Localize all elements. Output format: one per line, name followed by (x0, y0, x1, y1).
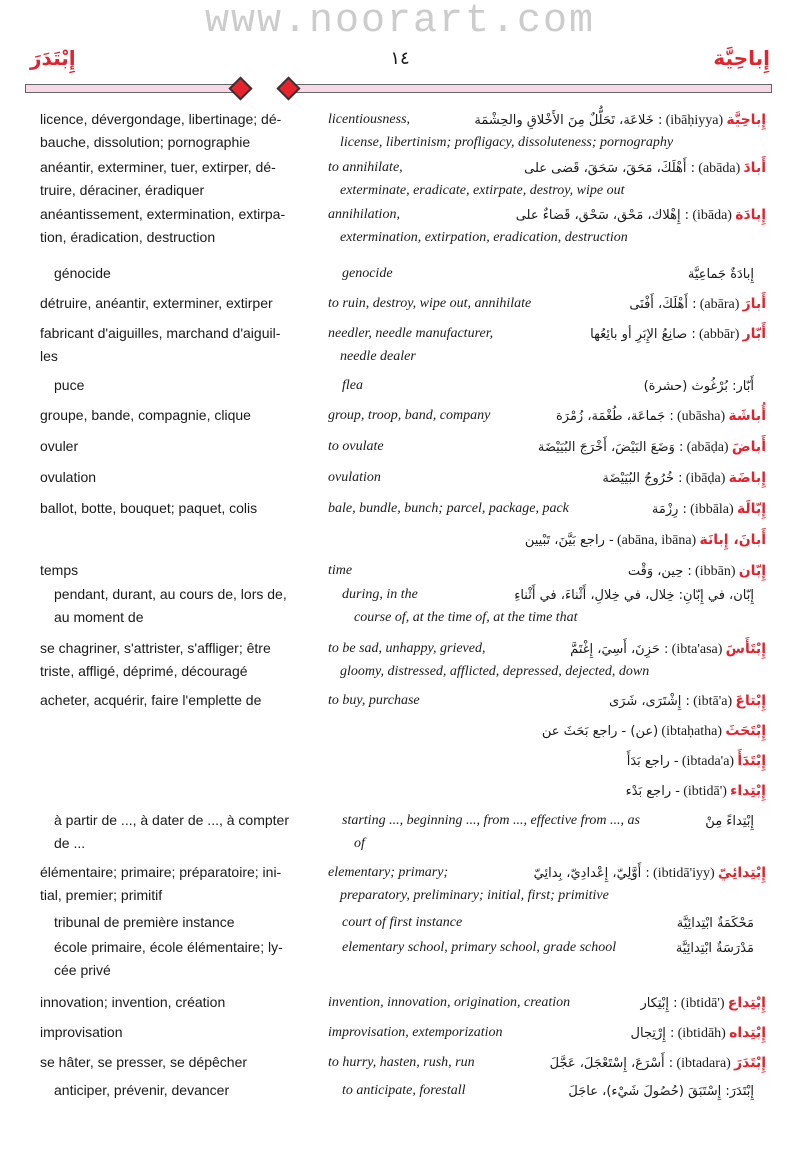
english-line: elementary school, primary school, grade school (342, 940, 617, 955)
transliteration: (ibtadara) (676, 1056, 731, 1071)
headword: أَبادَ (743, 160, 766, 176)
arabic-entry (516, 203, 766, 227)
headword: إِبْتِداع (727, 995, 766, 1011)
french-line: à partir de ..., à dater de ..., à compter (54, 812, 290, 828)
arabic-definition: - راجع بَدْء (625, 784, 680, 799)
transliteration: (abāda) (698, 161, 741, 176)
french-line: fabricant d'aiguilles, marchand d'aiguil- (40, 325, 281, 341)
dictionary-entry (0, 559, 800, 582)
english-line: court of first instance (342, 915, 463, 930)
running-head-left: إِبْتَدَرَ (30, 46, 76, 70)
dictionary-entry (0, 528, 800, 551)
french-line: improvisation (40, 1024, 123, 1040)
french-line: ovuler (40, 438, 79, 454)
dictionary-entry (0, 1051, 800, 1074)
french-line: ballot, botte, bouquet; paquet, colis (40, 500, 258, 516)
arabic-definition: : حِين، وَقْت (627, 564, 692, 579)
arabic-entry (627, 749, 766, 773)
french-line: les (40, 348, 58, 364)
headword: إِبْتِداه (729, 1025, 766, 1041)
arabic-definition: : إِهْلاك، مَحْق، سَحْق، قَضاءٌ على (515, 208, 690, 223)
headword: إِبْتِداء (730, 783, 766, 799)
arabic-entry (629, 292, 766, 316)
transliteration: (abāna, ibāna) (616, 533, 697, 548)
english-line: genocide (342, 266, 393, 281)
arabic-definition: إِبادَةٌ جَماعِيَّة (687, 267, 754, 282)
french-line: génocide (54, 265, 111, 281)
arabic-entry (626, 779, 766, 803)
arabic-definition: : أَوَّلِيّ، إِعْدادِيّ، بِدائِيّ (533, 866, 650, 881)
arabic-entry (631, 1021, 766, 1045)
transliteration: (ibtidāh) (677, 1026, 726, 1041)
arabic-entry (542, 719, 766, 743)
transliteration: (ibbāla) (690, 502, 734, 517)
english-line: flea (342, 378, 363, 393)
arabic-entry (556, 404, 766, 428)
transliteration: (ibtā'a) (693, 694, 733, 709)
arabic-entry (644, 374, 754, 398)
header-rule-right (290, 84, 772, 93)
arabic-definition: إِبْتِداءً مِنْ (705, 814, 754, 829)
diamond-ornament-right (276, 76, 300, 100)
transliteration: (abāra) (699, 297, 740, 312)
arabic-entry (628, 559, 766, 583)
arabic-entry (474, 108, 766, 132)
english-line: improvisation, extemporization (328, 1025, 503, 1040)
headword: إِبْتَحَثَ (725, 723, 766, 739)
sub-entry (0, 583, 800, 625)
english-line: elementary; primary; (328, 865, 449, 880)
sub-entry (0, 936, 800, 978)
dictionary-entry (0, 749, 800, 772)
arabic-definition: : أَسْرَعَ، إِسْتَعْجَلَ، عَجَّلَ (549, 1056, 674, 1071)
headword: إِباضَة (728, 470, 766, 486)
french-line: tion, éradication, destruction (40, 229, 216, 245)
french-line: détruire, anéantir, exterminer, extirper (40, 295, 273, 311)
transliteration: (ibta'asa) (671, 642, 723, 657)
english-line: exterminate, eradicate, extirpate, destroy, wipe out (340, 183, 625, 198)
headword: أَبارَ (742, 296, 766, 312)
dictionary-entry (0, 322, 800, 364)
page-number: ١٤ (390, 48, 410, 69)
arabic-entry (550, 1051, 766, 1075)
arabic-entry (705, 809, 754, 833)
arabic-definition: - راجع بَدَأَ (626, 754, 679, 769)
sub-entry (0, 911, 800, 934)
dictionary-entry (0, 292, 800, 315)
dictionary-entry (0, 404, 800, 427)
arabic-entry (538, 435, 766, 459)
transliteration: (ibbān) (695, 564, 736, 579)
english-line: to ruin, destroy, wipe out, annihilate (328, 296, 532, 311)
english-line: preparatory, preliminary; initial, first; primitive (340, 888, 609, 903)
arabic-definition: : إِشْتَرَى، شَرَى (608, 694, 690, 709)
transliteration: (ibtidā') (680, 996, 725, 1011)
arabic-definition: : خُرُوجُ البُيَيْضَة (602, 471, 683, 486)
dictionary-entry (0, 466, 800, 489)
arabic-definition: : رِزْمَة (651, 502, 687, 517)
english-line: to be sad, unhappy, grieved, (328, 641, 486, 656)
headword: إِبْتَدَرَ (734, 1055, 766, 1071)
headword: إِبْتِدائِيّ (717, 865, 766, 881)
arabic-entry (525, 528, 766, 552)
english-line: to annihilate, (328, 160, 403, 175)
dictionary-entry (0, 156, 800, 198)
arabic-definition: : إِبْتِكار (640, 996, 678, 1011)
french-line: anticiper, prévenir, devancer (54, 1082, 230, 1098)
arabic-entry (534, 861, 766, 885)
headword: إِبْتاعَ (735, 693, 766, 709)
headword: إِبْتَدَأَ (737, 753, 766, 769)
arabic-definition: مَدْرَسَةٌ ابْتِدائِيَّة (675, 941, 754, 956)
arabic-definition: : إِرْتِجال (630, 1026, 675, 1041)
arabic-definition: : أَهْلَكَ، مَحَقَ، سَحَقَ، قَضى على (524, 161, 696, 176)
dictionary-entry (0, 861, 800, 903)
english-line: course of, at the time of, at the time that (354, 610, 578, 625)
arabic-definition: - راجع بَيَّنَ، تَبْيين (524, 533, 614, 548)
transliteration: (abbār) (698, 327, 740, 342)
arabic-definition: : أَهْلَكَ، أَفْنَى (629, 297, 697, 312)
french-line: groupe, bande, compagnie, clique (40, 407, 251, 423)
headword: أُباشَة (728, 408, 766, 424)
dictionary-entry (0, 1021, 800, 1044)
headword: إِبادَة (735, 207, 766, 223)
english-line: group, troop, band, company (328, 408, 491, 423)
english-line: to hurry, hasten, rush, run (328, 1055, 475, 1070)
arabic-entry (602, 466, 766, 490)
sub-entry (0, 374, 800, 397)
dictionary-entry (0, 689, 800, 712)
arabic-entry (688, 262, 754, 286)
french-line: se hâter, se presser, se dépêcher (40, 1054, 248, 1070)
transliteration: (ibāḍa) (685, 471, 726, 486)
dictionary-entry (0, 108, 800, 150)
french-line: école primaire, école élémentaire; ly- (54, 939, 283, 955)
transliteration: (abāḍa) (686, 440, 729, 455)
arabic-entry (609, 689, 766, 713)
dictionary-entry (0, 203, 800, 245)
headword: أَباضَ (731, 439, 766, 455)
english-line: during, in the (342, 587, 418, 602)
headword: إِبّان (738, 563, 766, 579)
french-line: pendant, durant, au cours de, lors de, (54, 586, 287, 602)
french-line: anéantissement, extermination, extirpa- (40, 206, 286, 222)
french-line: cée privé (54, 962, 111, 978)
french-line: truire, déraciner, éradiquer (40, 182, 205, 198)
french-line: élémentaire; primaire; préparatoire; ini- (40, 864, 282, 880)
english-line: invention, innovation, origination, creation (328, 995, 571, 1010)
english-line: to anticipate, forestall (342, 1083, 466, 1098)
english-line: needler, needle manufacturer, (328, 326, 494, 341)
sub-entry (0, 262, 800, 285)
french-line: licence, dévergondage, libertinage; dé- (40, 111, 282, 127)
french-line: anéantir, exterminer, tuer, extirper, dé- (40, 159, 276, 175)
arabic-definition: : جَماعَة، طُغْمَة، زُمْرَة (555, 409, 674, 424)
headword: أَبانَ، إِبانَة (699, 532, 766, 548)
english-line: gloomy, distressed, afflicted, depressed, dejected, down (340, 664, 650, 679)
french-line: acheter, acquérir, faire l'emplette de (40, 692, 262, 708)
transliteration: (ibāda) (692, 208, 732, 223)
english-line: license, libertinism; profligacy, dissoluteness; pornography (340, 135, 674, 150)
sub-entry (0, 1079, 800, 1102)
headword: إِبْتَأَسَ (725, 641, 766, 657)
dictionary-entry (0, 637, 800, 679)
english-line: of (354, 836, 365, 851)
arabic-entry (652, 497, 766, 521)
french-line: tial, premier; primitif (40, 887, 163, 903)
transliteration: (ibtidā') (683, 784, 727, 799)
french-line: triste, affligé, déprimé, découragé (40, 663, 248, 679)
french-line: temps (40, 562, 79, 578)
arabic-entry (570, 637, 766, 661)
english-line: starting ..., beginning ..., from ..., effective from ..., as (342, 813, 640, 828)
arabic-definition: : خَلاعَة، تَحَلُّلٌ مِنَ الأَخْلاقِ والحِشْمَة (474, 113, 663, 128)
diamond-ornament-left (228, 76, 252, 100)
english-line: extermination, extirpation, eradication, destruction (340, 230, 628, 245)
arabic-definition: : صانِعُ الإِبَرِ أو بائِعُها (590, 327, 696, 342)
arabic-entry (640, 991, 766, 1015)
english-line: licentiousness, (328, 112, 411, 127)
french-line: puce (54, 377, 85, 393)
dictionary-entry (0, 435, 800, 458)
arabic-entry (568, 1079, 754, 1103)
english-line: time (328, 563, 353, 578)
headword: أَبّار (742, 326, 766, 342)
dictionary-entry (0, 779, 800, 802)
arabic-definition: أَبّار: بُرْغُوث (حشرة) (643, 379, 754, 394)
arabic-entry (590, 322, 766, 346)
arabic-definition: مَحْكَمَةٌ ابْتِدائِيَّة (676, 916, 754, 931)
french-line: bauche, dissolution; pornographie (40, 134, 251, 150)
header-rule-left (25, 84, 237, 93)
english-line: needle dealer (340, 349, 416, 364)
french-line: ovulation (40, 469, 97, 485)
english-line: ovulation (328, 470, 381, 485)
arabic-definition: إِبْتَدَرَ: إِسْتَبَقَ (حُصُولَ شَيْء)، عاجَلَ (568, 1084, 754, 1099)
dictionary-entry (0, 497, 800, 520)
french-line: de ... (54, 835, 86, 851)
headword: إِباحِيَّة (726, 112, 766, 128)
headword: إِبّالَة (736, 501, 766, 517)
arabic-definition: : وَضَعَ البَيْضَ، أَخْرَجَ البُيَيْضَة (537, 440, 684, 455)
french-line: innovation; invention, création (40, 994, 226, 1010)
arabic-definition: (عن) - راجع بَحَثَ عن (541, 724, 659, 739)
sub-entry (0, 809, 800, 851)
running-head-right: إِباحِيَّة (713, 46, 770, 70)
english-line: to buy, purchase (328, 693, 420, 708)
french-line: se chagriner, s'attrister, s'affliger; être (40, 640, 271, 656)
transliteration: (ubāsha) (676, 409, 726, 424)
arabic-entry (514, 583, 754, 607)
transliteration: (ibtada'a) (681, 754, 735, 769)
watermark: www.noorart.com (204, 0, 596, 44)
arabic-definition: إِبّان، في إِبّانِ: خِلال، في خِلالِ، أَثْناءَ، في أَثْناءِ (514, 588, 754, 603)
english-line: annihilation, (328, 207, 400, 222)
english-line: to ovulate (328, 439, 384, 454)
dictionary-entry (0, 719, 800, 742)
arabic-entry (676, 936, 754, 960)
french-line: au moment de (54, 609, 144, 625)
transliteration: (ibtaḥatha) (661, 724, 723, 739)
arabic-entry (677, 911, 754, 935)
english-line: bale, bundle, bunch; parcel, package, pack (328, 501, 569, 516)
transliteration: (ibāḥiyya) (665, 113, 724, 128)
arabic-definition: : حَزِنَ، أَسِيَ، إِغْتَمَّ (570, 642, 669, 657)
transliteration: (ibtidā'iyy) (653, 866, 715, 881)
dictionary-entry (0, 991, 800, 1014)
arabic-entry (524, 156, 766, 180)
french-line: tribunal de première instance (54, 914, 235, 930)
